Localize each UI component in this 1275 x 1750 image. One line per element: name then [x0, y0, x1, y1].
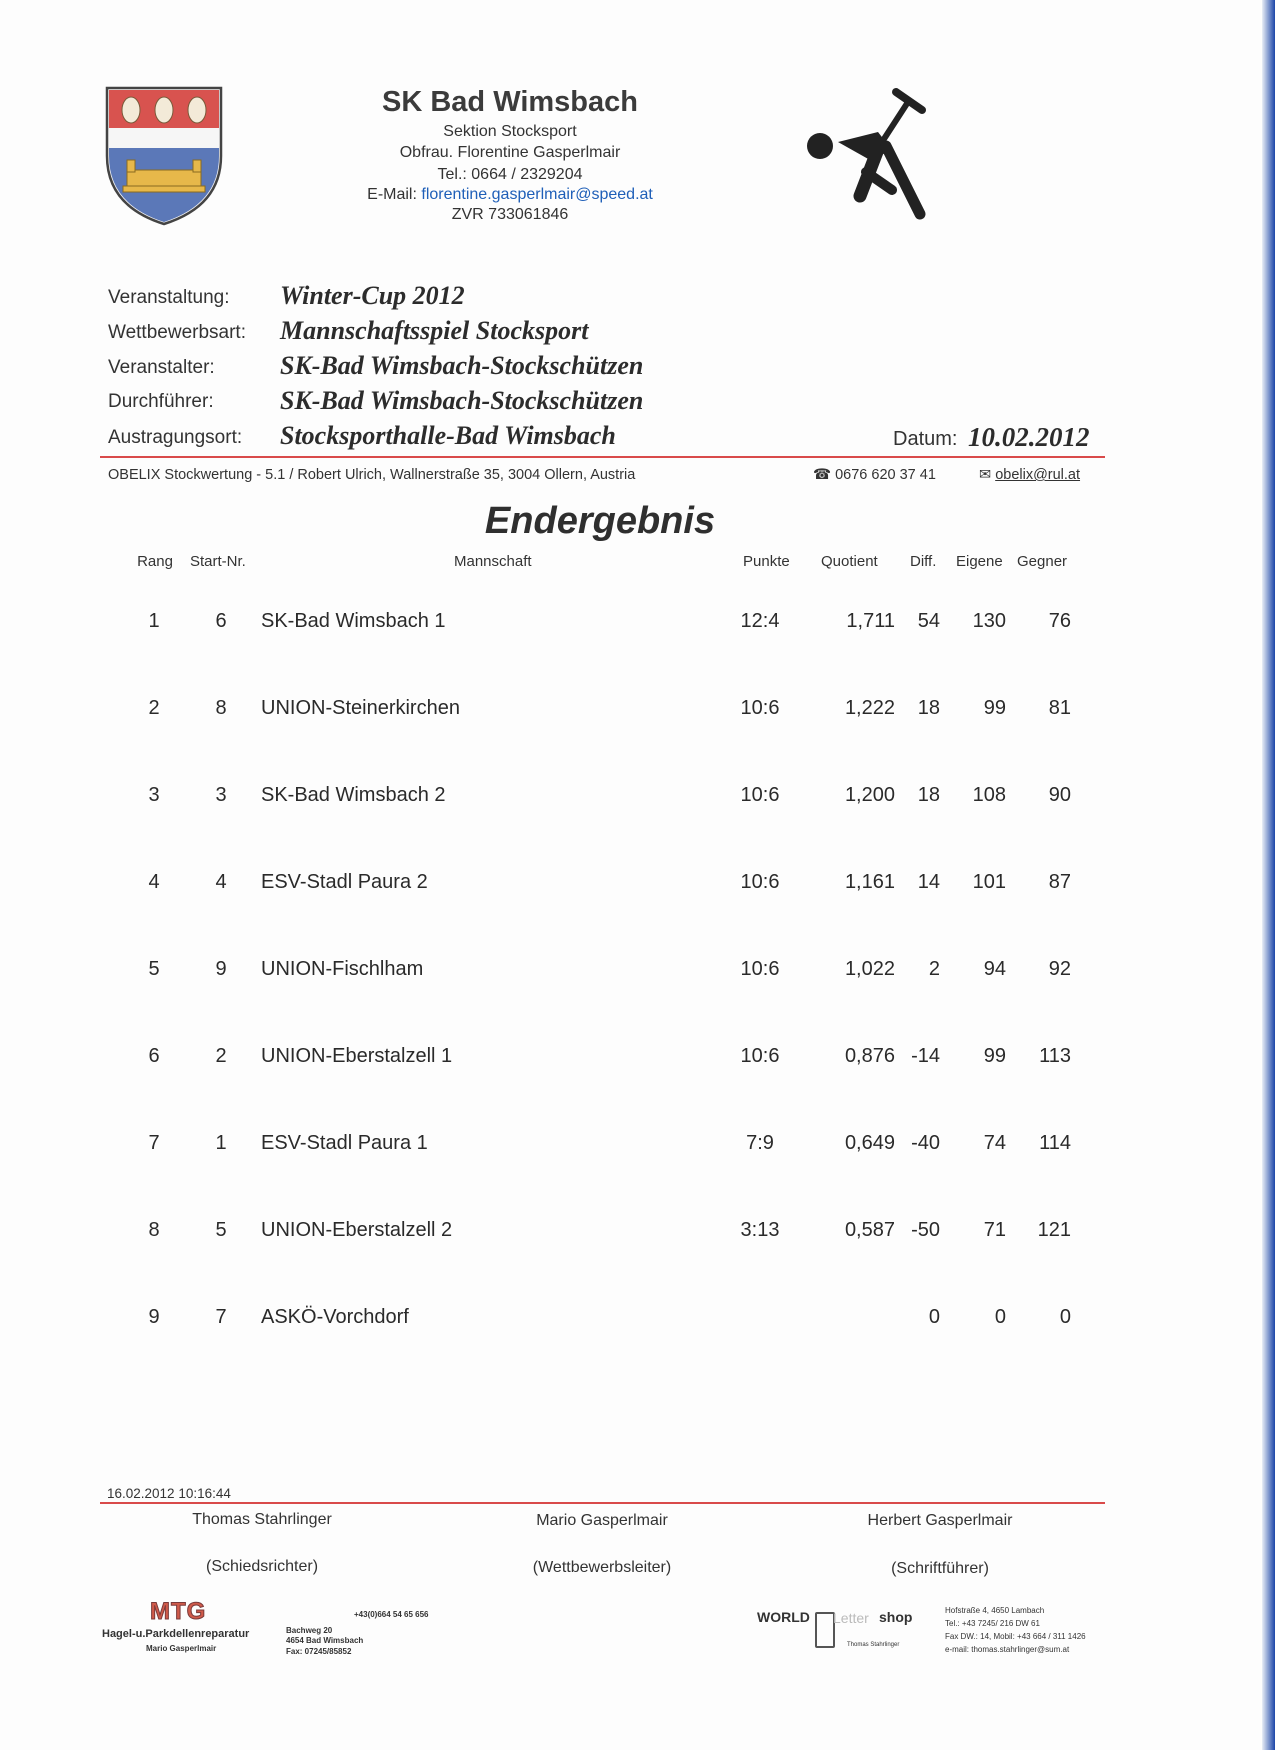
cell-opp: 76: [1048, 610, 1071, 632]
cell-points: 10:6: [740, 784, 780, 806]
cell-opp: 87: [1048, 871, 1071, 893]
cell-team: UNION-Eberstalzell 2: [261, 1219, 453, 1241]
software-email-line: [979, 467, 1080, 483]
cell-opp: 81: [1048, 697, 1071, 719]
cell-opp: 92: [1048, 958, 1071, 980]
club-phone: Tel.: 0664 / 2329204: [437, 166, 583, 183]
cell-diff: 0: [928, 1306, 940, 1328]
club-email-line: [330, 186, 690, 204]
col-header-rang: Rang: [137, 553, 173, 570]
cell-rank: 2: [148, 697, 160, 719]
cell-points: 10:6: [740, 1045, 780, 1067]
document-icon: [815, 1612, 835, 1648]
sponsor-mtg-logo: MTG: [150, 1598, 207, 1625]
cell-points: 7:9: [746, 1132, 774, 1154]
cell-rank: 6: [148, 1045, 160, 1067]
envelope-icon: ✉: [979, 467, 992, 483]
cell-quotient: 0,876: [844, 1045, 895, 1067]
cell-quotient: 1,200: [844, 784, 895, 806]
sponsor-wls-person: Thomas Stahrlinger: [847, 1642, 900, 1648]
coat-of-arms-icon: [105, 86, 223, 231]
sponsor-mtg: [100, 1596, 460, 1666]
phone-icon: ☎: [813, 467, 832, 483]
event-label-veranstalter: Veranstalter:: [108, 357, 215, 378]
col-header-start: Start-Nr.: [190, 553, 246, 570]
cell-opp: 90: [1048, 784, 1071, 806]
cell-opp: 0: [1059, 1306, 1071, 1328]
event-value-veranstalter: SK-Bad Wimsbach-Stockschützen: [280, 351, 644, 380]
result-title: Endergebnis: [484, 500, 716, 542]
cell-quotient: 1,711: [846, 610, 895, 632]
event-label-austragungsort: Austragungsort:: [108, 427, 243, 448]
event-label-durchfuehrer: Durchführer:: [108, 391, 214, 412]
sponsor-mtg-address2: 4654 Bad Wimsbach: [286, 1636, 364, 1645]
sponsor-wls-address: Hofstraße 4, 4650 Lambach: [945, 1606, 1045, 1615]
signatory-role-referee: (Schiedsrichter): [205, 1558, 319, 1575]
cell-start: 2: [215, 1045, 227, 1067]
sponsor-wls-email: e-mail: thomas.stahrlinger@sum.at: [945, 1645, 1070, 1654]
event-value-austragungsort: Stocksporthalle-Bad Wimsbach: [280, 421, 616, 450]
table-row: [0, 697, 1150, 723]
table-row: [0, 1132, 1150, 1158]
cell-quotient: 0,649: [844, 1132, 895, 1154]
cell-diff: 18: [917, 784, 940, 806]
software-phone-line: [813, 467, 936, 483]
cell-own: 94: [983, 958, 1006, 980]
signatory-name-referee: Thomas Stahrlinger: [192, 1511, 332, 1528]
event-value-wettbewerbsart: Mannschaftsspiel Stocksport: [280, 316, 589, 345]
cell-start: 4: [215, 871, 227, 893]
cell-rank: 5: [148, 958, 160, 980]
cell-points: 10:6: [740, 871, 780, 893]
sponsor-wls-tel: Tel.: +43 7245/ 216 DW 61: [945, 1619, 1040, 1628]
event-label-veranstaltung: Veranstaltung:: [108, 287, 230, 308]
cell-start: 5: [215, 1219, 227, 1241]
col-header-team: Mannschaft: [454, 553, 532, 570]
table-row: [0, 871, 1150, 897]
cell-own: 101: [972, 871, 1006, 893]
date-value: 10.02.2012: [968, 422, 1090, 452]
col-header-quotient: Quotient: [821, 553, 878, 570]
date-label: Datum:: [893, 428, 958, 450]
signatory-role-manager: (Wettbewerbsleiter): [532, 1559, 672, 1576]
club-email-label: E-Mail:: [367, 186, 417, 203]
event-value-veranstaltung: Winter-Cup 2012: [280, 281, 465, 310]
cell-diff: -50: [911, 1219, 940, 1241]
table-row: [0, 958, 1150, 984]
signatory-role-secretary: (Schriftführer): [891, 1560, 989, 1577]
table-row: [0, 1045, 1150, 1071]
software-phone: 0676 620 37 41: [835, 467, 936, 483]
cell-own: 130: [972, 610, 1006, 632]
cell-points: 12:4: [740, 610, 780, 632]
cell-diff: 2: [928, 958, 940, 980]
cell-rank: 3: [148, 784, 160, 806]
cell-diff: 54: [917, 610, 940, 632]
cell-points: 10:6: [740, 958, 780, 980]
cell-team: ESV-Stadl Paura 1: [261, 1132, 428, 1154]
print-timestamp: 16.02.2012 10:16:44: [107, 1486, 231, 1501]
club-zvr: ZVR 733061846: [451, 206, 569, 223]
cell-start: 8: [215, 697, 227, 719]
sponsor-wls-letter: Letter: [833, 1610, 869, 1626]
cell-start: 9: [215, 958, 227, 980]
cell-own: 74: [983, 1132, 1006, 1154]
sponsor-mtg-fax: Fax: 07245/85852: [286, 1647, 352, 1656]
scan-edge: [1262, 0, 1275, 1750]
sponsor-mtg-phone: +43(0)664 54 65 656: [354, 1610, 429, 1619]
cell-points: 10:6: [740, 697, 780, 719]
cell-opp: 113: [1039, 1045, 1071, 1067]
cell-rank: 9: [148, 1306, 160, 1328]
table-row: [0, 1219, 1150, 1245]
software-email-link[interactable]: obelix@rul.at: [995, 467, 1081, 483]
cell-own: 71: [983, 1219, 1006, 1241]
cell-quotient: 1,222: [844, 697, 895, 719]
sponsor-wls-world: WORLD: [757, 1609, 810, 1625]
cell-points: 3:13: [740, 1219, 780, 1241]
sponsor-wls-shop: shop: [879, 1609, 913, 1625]
sponsor-mtg-person: Mario Gasperlmair: [146, 1644, 217, 1653]
sponsor-wls-fax: Fax DW.: 14, Mobil: +43 664 / 311 1426: [945, 1632, 1086, 1641]
col-header-own: Eigene: [956, 553, 1003, 570]
signatory-name-secretary: Herbert Gasperlmair: [867, 1512, 1013, 1529]
sponsor-mtg-address1: Bachweg 20: [286, 1626, 333, 1635]
col-header-opp: Gegner: [1017, 553, 1068, 570]
divider-top: [100, 456, 1105, 458]
cell-quotient: 1,161: [844, 871, 895, 893]
table-row: [0, 1306, 1150, 1332]
sponsor-worldlettershop: [755, 1604, 1105, 1668]
cell-rank: 8: [148, 1219, 160, 1241]
cell-own: 99: [983, 697, 1006, 719]
cell-team: UNION-Fischlham: [261, 958, 424, 980]
cell-diff: 14: [917, 871, 940, 893]
cell-own: 99: [983, 1045, 1006, 1067]
cell-diff: -14: [911, 1045, 940, 1067]
cell-start: 7: [215, 1306, 227, 1328]
software-credit: OBELIX Stockwertung - 5.1 / Robert Ulrich, Wallnerstraße 35, 3004 Ollern, Austria: [108, 467, 636, 483]
cell-diff: 18: [917, 697, 940, 719]
cell-team: UNION-Eberstalzell 1: [261, 1045, 453, 1067]
sponsor-mtg-title: Hagel-u.Parkdellenreparatur: [102, 1628, 250, 1640]
cell-diff: -40: [911, 1132, 940, 1154]
cell-opp: 121: [1037, 1219, 1071, 1241]
event-label-wettbewerbsart: Wettbewerbsart:: [108, 322, 246, 343]
cell-rank: 4: [148, 871, 160, 893]
col-header-diff: Diff.: [910, 553, 937, 570]
cell-start: 1: [215, 1132, 227, 1154]
cell-start: 6: [215, 610, 227, 632]
col-header-points: Punkte: [743, 553, 790, 570]
club-email-link[interactable]: florentine.gasperlmair@speed.at: [421, 186, 653, 203]
cell-team: SK-Bad Wimsbach 1: [261, 610, 446, 632]
cell-quotient: 0,587: [844, 1219, 895, 1241]
cell-rank: 7: [148, 1132, 160, 1154]
cell-team: ASKÖ-Vorchdorf: [261, 1306, 409, 1328]
cell-own: 0: [994, 1306, 1006, 1328]
cell-own: 108: [972, 784, 1006, 806]
cell-start: 3: [215, 784, 227, 806]
cell-opp: 114: [1039, 1132, 1071, 1154]
cell-team: UNION-Steinerkirchen: [261, 697, 460, 719]
table-row: [0, 784, 1150, 810]
stocksport-player-icon: [800, 84, 940, 239]
cell-team: SK-Bad Wimsbach 2: [261, 784, 446, 806]
table-row: [0, 610, 1150, 636]
cell-rank: 1: [148, 610, 160, 632]
cell-quotient: 1,022: [844, 958, 895, 980]
club-name: SK Bad Wimsbach: [382, 86, 638, 118]
club-contact-person: Obfrau. Florentine Gasperlmair: [399, 144, 621, 161]
divider-bottom: [100, 1502, 1105, 1504]
event-value-durchfuehrer: SK-Bad Wimsbach-Stockschützen: [280, 386, 644, 415]
cell-team: ESV-Stadl Paura 2: [261, 871, 428, 893]
signatory-name-manager: Mario Gasperlmair: [536, 1512, 668, 1529]
club-section: Sektion Stocksport: [443, 123, 577, 140]
